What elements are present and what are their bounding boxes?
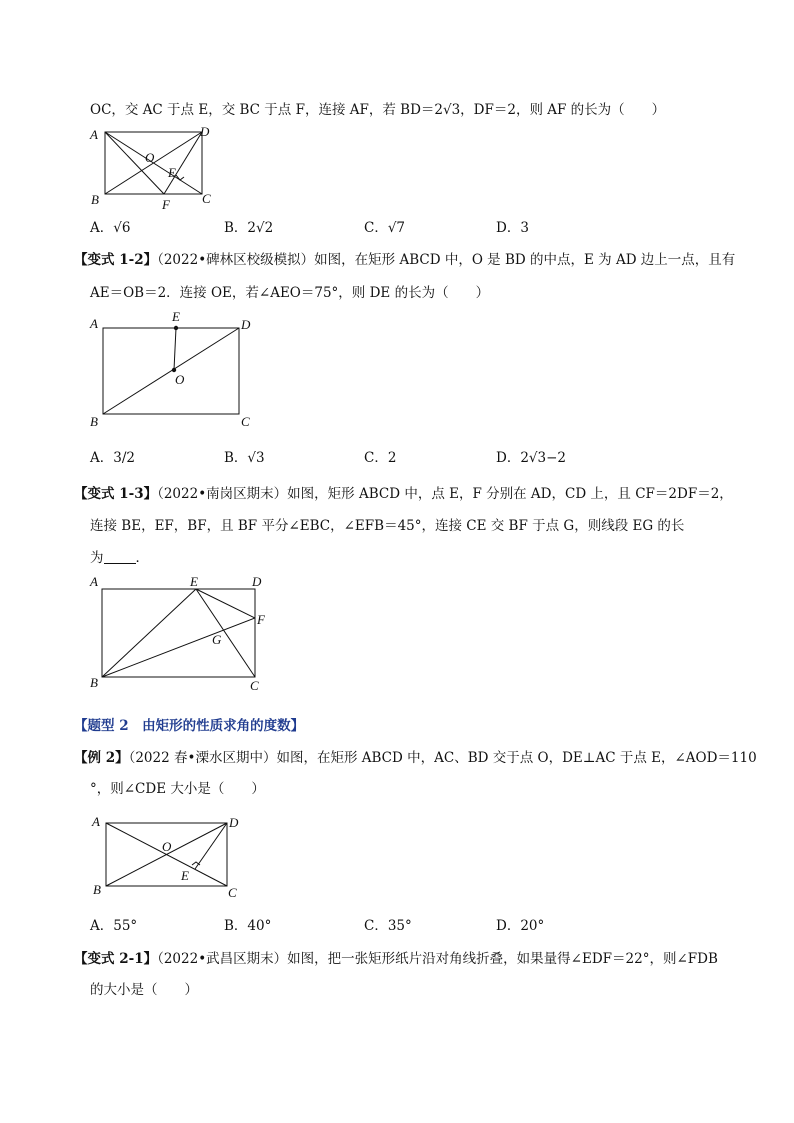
label-B: B	[90, 414, 98, 429]
label-B: B	[90, 675, 98, 690]
p1-option-b[interactable]: B．2√2	[224, 220, 274, 236]
p5-line1-text: （2022•武昌区期末）如图，把一张矩形纸片沿对角线折叠，如果量得∠EDF＝22°，则∠FDB	[157, 951, 718, 967]
label-D: D	[241, 317, 251, 332]
problem4-figure	[86, 810, 246, 900]
p3-line1-text: （2022•南岗区期末）如图，矩形 ABCD 中，点 E，F 分别在 AD，CD 上，且 CF＝2DF＝2，	[157, 486, 733, 502]
p3-line3-end: ．	[135, 550, 149, 566]
p2-option-d[interactable]: D．2√3−2	[496, 450, 567, 466]
label-E: E	[172, 312, 180, 324]
label-E: E	[168, 165, 176, 180]
p3-line1	[74, 484, 733, 504]
p5-line2: 的大小是（ ）	[90, 982, 198, 998]
label-D: D	[200, 124, 210, 139]
p3-line2: 连接 BE，EF，BF，且 BF 平分∠EBC，∠EFB＝45°，连接 CE 交 BF 于点 G，则线段 EG 的长	[90, 518, 685, 534]
p2-option-a[interactable]: A．3/2	[90, 450, 135, 466]
p2-tag: 【变式 1-2】	[74, 252, 158, 268]
p3-tag: 【变式 1-3】	[74, 486, 158, 502]
label-B: B	[91, 192, 99, 207]
p5-tag: 【变式 2-1】	[74, 951, 158, 967]
p4-option-b[interactable]: B．40°	[224, 918, 272, 934]
p5-line1	[74, 949, 718, 969]
p4-tag: 【例 2】	[74, 750, 129, 766]
label-F: F	[257, 612, 265, 627]
label-O: O	[145, 150, 155, 165]
label-C: C	[250, 678, 259, 693]
p1-option-d[interactable]: D．3	[496, 220, 529, 236]
p3-line3	[90, 548, 149, 568]
p2-line1-text: （2022•碑林区校级模拟）如图，在矩形 ABCD 中，O 是 BD 的中点，E 为 AD 边上一点，且有	[157, 252, 736, 268]
label-O: O	[175, 372, 185, 387]
label-G: G	[212, 632, 222, 647]
label-E: E	[190, 574, 198, 589]
p4-option-d[interactable]: D．20°	[496, 918, 545, 934]
problem1-text: OC，交 AC 于点 E，交 BC 于点 F，连接 AF，若 BD＝2√3，DF＝2，则 AF 的长为（ ）	[90, 102, 666, 118]
p2-option-c[interactable]: C．2	[364, 450, 397, 466]
label-C: C	[241, 414, 250, 429]
p1-option-a[interactable]: A．√6	[90, 220, 131, 236]
p4-line2: °，则∠CDE 大小是（ ）	[90, 781, 265, 797]
label-D: D	[229, 815, 239, 830]
label-B: B	[93, 882, 101, 897]
answer-blank[interactable]	[104, 549, 136, 564]
label-E: E	[181, 868, 189, 883]
label-F: F	[162, 197, 170, 212]
p4-line1-text: （2022 春•溧水区期中）如图，在矩形 ABCD 中，AC、BD 交于点 O，DE⊥AC 于点 E，∠AOD＝110	[128, 750, 757, 766]
p2-line1	[74, 250, 735, 270]
problem3-figure	[86, 572, 276, 694]
label-C: C	[228, 885, 237, 900]
label-D: D	[252, 574, 262, 589]
p3-line3-text: 为	[90, 550, 104, 566]
label-C: C	[202, 191, 211, 206]
section-heading: 【题型 2 由矩形的性质求角的度数】	[74, 718, 305, 734]
label-A: A	[92, 814, 100, 829]
label-A: A	[90, 574, 98, 589]
problem1-figure	[86, 124, 226, 214]
p1-option-c[interactable]: C．√7	[364, 220, 406, 236]
p2-line2: AE＝OB＝2．连接 OE，若∠AEO＝75°，则 DE 的长为（ ）	[90, 285, 490, 301]
problem2-figure	[86, 312, 261, 434]
p4-option-c[interactable]: C．35°	[364, 918, 412, 934]
p2-option-b[interactable]: B．√3	[224, 450, 265, 466]
p4-option-a[interactable]: A．55°	[90, 918, 138, 934]
label-A: A	[90, 316, 98, 331]
p4-line1	[74, 748, 757, 768]
label-A: A	[90, 127, 98, 142]
label-O: O	[162, 839, 172, 854]
